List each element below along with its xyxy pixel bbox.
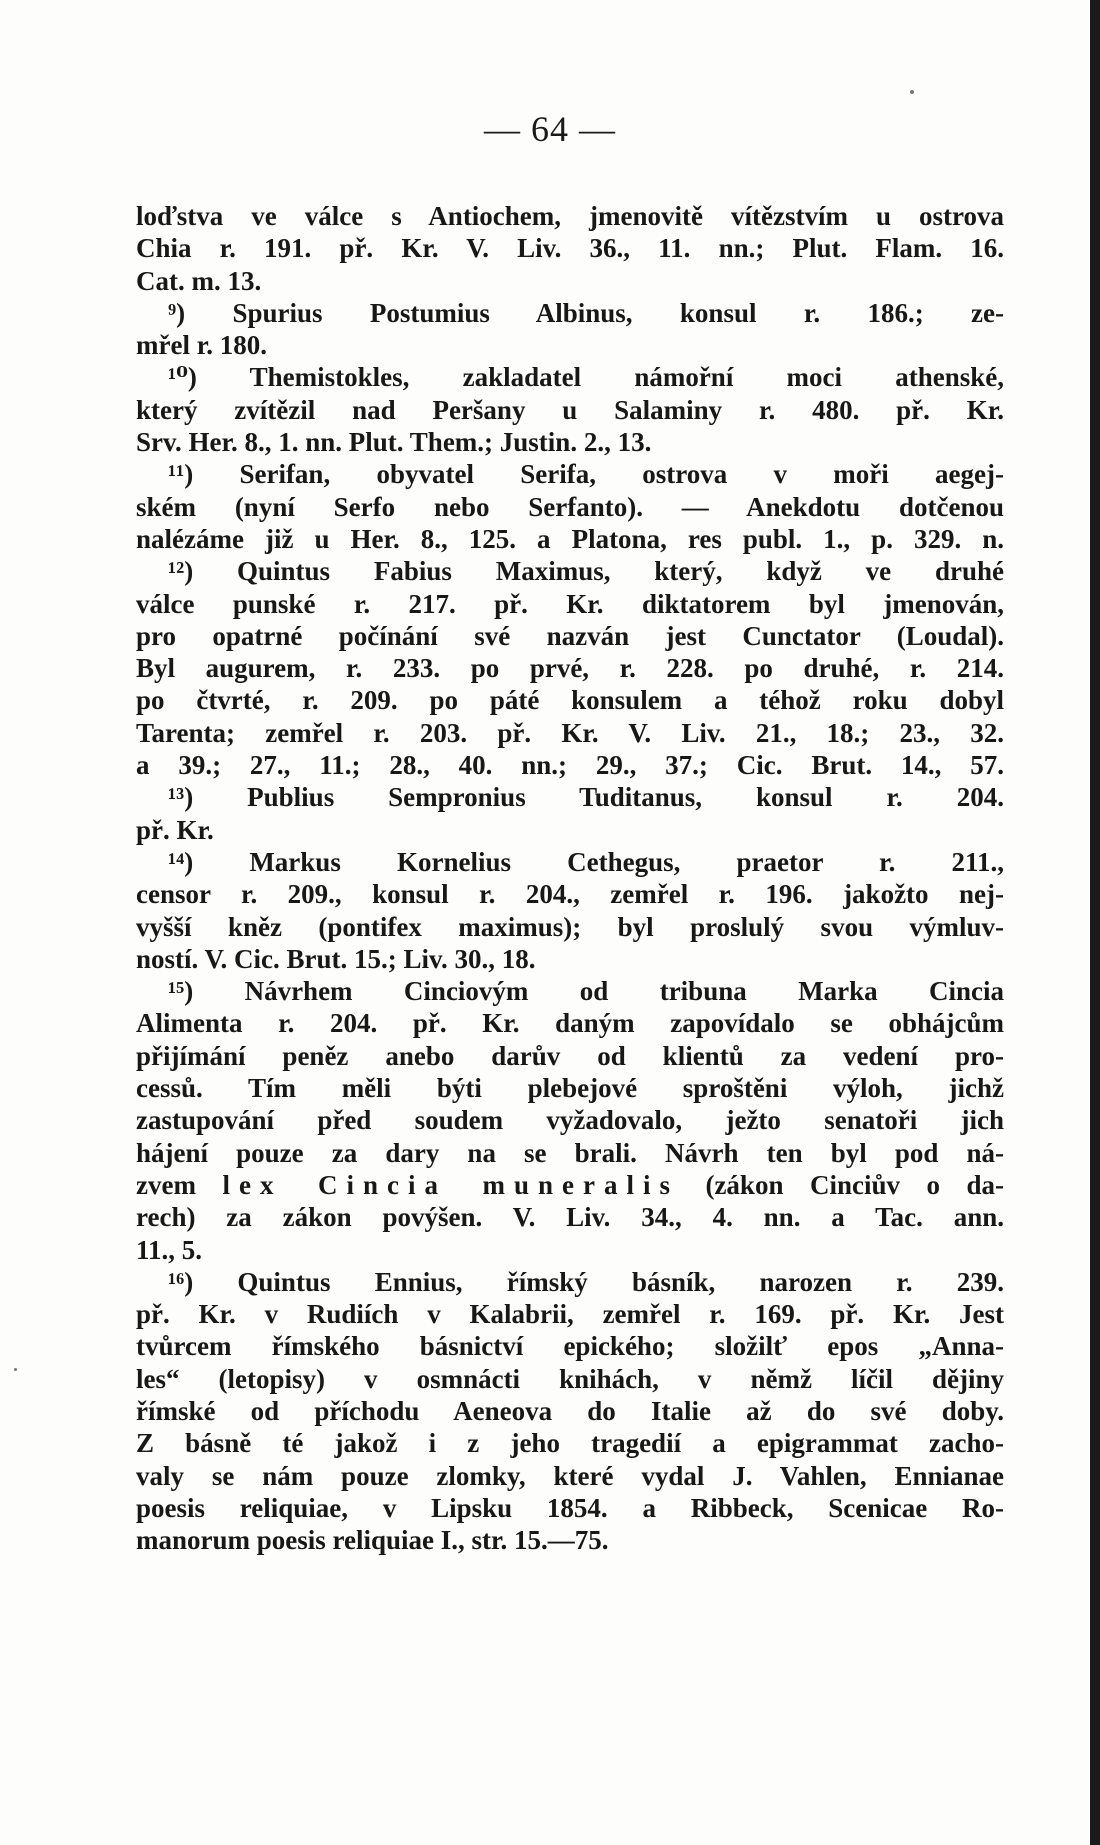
spaced-latin-term: lex Cincia muneralis — [222, 1169, 679, 1200]
text-line: pro opatrné počínání své nazván jest Cunctator (Loudal). — [136, 620, 1004, 651]
text-line: ském (nyní Serfo nebo Serfanto). — Anekdotu dotčenou — [136, 491, 1004, 522]
text-line: Tarenta; zemřel r. 203. př. Kr. V. Liv. 21., 18.; 23., 32. — [136, 717, 1004, 748]
text-line: tvůrcem římského básnictví epického; složilť epos „Anna- — [136, 1331, 1004, 1362]
footnote-start-line: ⁹) Spurius Postumius Albinus, konsul r. 186.; ze- — [168, 297, 1004, 328]
text-line: vyšší kněz (pontifex maximus); byl proslulý svou výmluv- — [136, 911, 1004, 942]
text-line: př. Kr. — [136, 814, 214, 845]
text-fragment: (zákon Cinciův o da- — [678, 1169, 1004, 1200]
footnotes-text — [136, 200, 1004, 1556]
page-number: — 64 — — [484, 109, 616, 149]
ink-speck — [910, 90, 914, 94]
text-line: Cat. m. 13. — [136, 265, 262, 296]
text-line: Chia r. 191. př. Kr. V. Liv. 36., 11. nn.; Plut. Flam. 16. — [136, 233, 1004, 264]
text-line — [136, 1169, 1004, 1201]
footnote-start-line: ¹²) Quintus Fabius Maximus, který, když ve druhé — [168, 556, 1004, 587]
text-line: Srv. Her. 8., 1. nn. Plut. Them.; Justin. 2., 13. — [136, 427, 652, 458]
text-line: 11., 5. — [136, 1234, 203, 1265]
text-line: Z básně té jakož i z jeho tragedií a epigrammat zacho- — [136, 1428, 1004, 1459]
ink-speck — [14, 1368, 17, 1371]
text-line: přijímání peněz anebo darův od klientů za vedení pro- — [136, 1040, 1004, 1071]
text-line: Byl augurem, r. 233. po prvé, r. 228. po druhé, r. 214. — [136, 653, 1004, 684]
text-line: les“ (letopisy) v osmnácti knihách, v němž líčil dějiny — [136, 1363, 1004, 1394]
text-line: válce punské r. 217. př. Kr. diktatorem byl jmenován, — [136, 588, 1004, 619]
text-line: a 39.; 27., 11.; 28., 40. nn.; 29., 37.; Cic. Brut. 14., 57. — [136, 750, 1004, 781]
footnote-start-line: ¹⁶) Quintus Ennius, římský básník, narozen r. 239. — [168, 1266, 1004, 1297]
text-line: loďstva ve válce s Antiochem, jmenovitě vítězstvím u ostrova — [136, 201, 1004, 231]
text-line: který zvítězil nad Peršany u Salaminy r. 480. př. Kr. — [136, 394, 1004, 425]
text-line: Alimenta r. 204. př. Kr. daným zapovídalo se obhájcům — [136, 1008, 1004, 1039]
text-fragment: zvem — [136, 1169, 223, 1200]
text-line: nalézáme již u Her. 8., 125. a Platona, res publ. 1., p. 329. n. — [136, 523, 1004, 554]
text-line: valy se nám pouze zlomky, které vydal J. Vahlen, Ennianae — [136, 1460, 1004, 1491]
text-line: poesis reliquiae, v Lipsku 1854. a Ribbeck, Scenicae Ro- — [136, 1492, 1004, 1523]
page-edge-shadow — [1090, 0, 1100, 1845]
footnote-start-line: ¹⁵) Návrhem Cinciovým od tribuna Marka Cincia — [168, 976, 1004, 1007]
text-line: manorum poesis reliquiae I., str. 15.—75. — [136, 1525, 609, 1556]
text-line: rech) za zákon povýšen. V. Liv. 34., 4. nn. a Tac. ann. — [136, 1202, 1004, 1233]
footnote-start-line: ¹⁰) Themistokles, zakladatel námořní moci athenské, — [168, 362, 1004, 393]
text-line: př. Kr. v Rudiích v Kalabrii, zemřel r. 169. př. Kr. Jest — [136, 1299, 1004, 1330]
footnote-start-line: ¹³) Publius Sempronius Tuditanus, konsul r. 204. — [168, 782, 1004, 813]
text-line: censor r. 209., konsul r. 204., zemřel r. 196. jakožto nej- — [136, 879, 1004, 910]
text-line: po čtvrté, r. 209. po páté konsulem a téhož roku dobyl — [136, 685, 1004, 716]
text-line: cessů. Tím měli býti plebejové sproštěni výloh, jichž — [136, 1073, 1004, 1104]
text-line: zastupování před soudem vyžadovalo, ježto senatoři jich — [136, 1105, 1004, 1136]
text-line: římské od příchodu Aeneova do Italie až do své doby. — [136, 1395, 1004, 1426]
footnote-start-line: ¹⁴) Markus Kornelius Cethegus, praetor r. 211., — [168, 846, 1004, 877]
text-line: hájení pouze za dary na se brali. Návrh ten byl pod ná- — [136, 1137, 1004, 1168]
text-line: ností. V. Cic. Brut. 15.; Liv. 30., 18. — [136, 943, 536, 974]
footnote-start-line: ¹¹) Serifan, obyvatel Serifa, ostrova v moři aegej- — [168, 459, 1004, 490]
text-line: mřel r. 180. — [136, 330, 267, 361]
